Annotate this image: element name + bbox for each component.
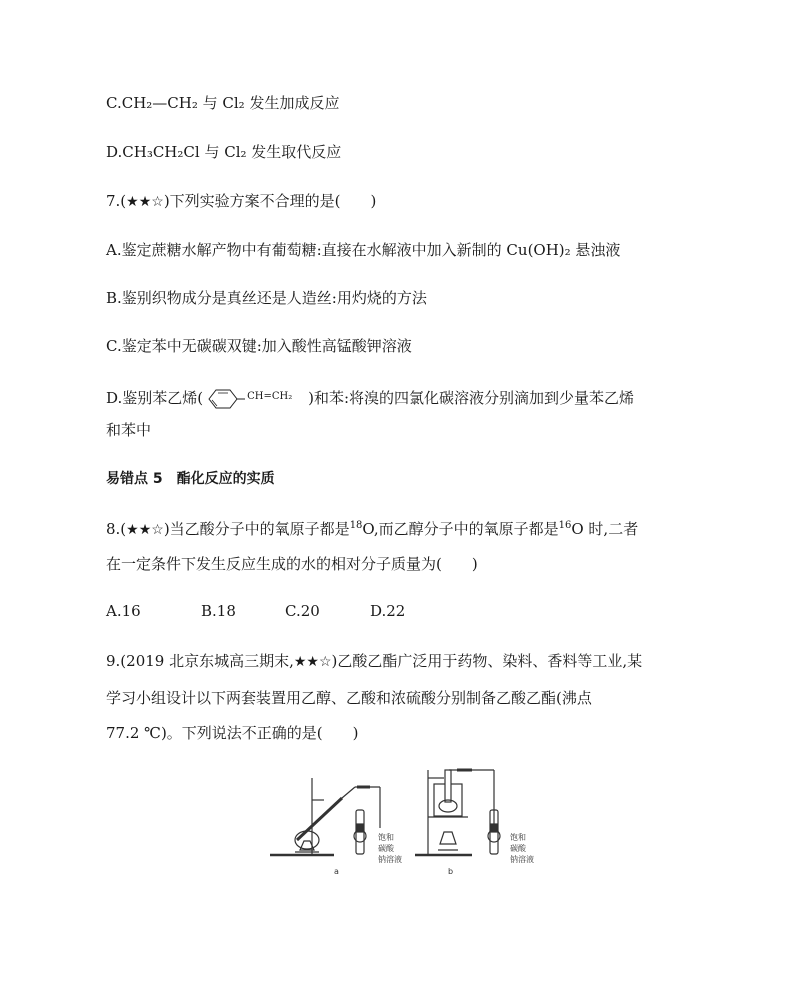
option-c-prev: C.CH₂—CH₂ 与 Cl₂ 发生加成反应 [106, 94, 340, 112]
q8-option-c: C.20 [285, 602, 320, 620]
difficulty-stars-icon: ★★☆ [293, 654, 332, 670]
q7-option-b: B.鉴别织物成分是真丝还是人造丝:用灼烧的方法 [106, 289, 427, 307]
q8-text-l2: 在一定条件下发生反应生成的水的相对分子质量为( [106, 555, 442, 573]
q8-text-b: O,而乙醇分子中的氧原子都是 [362, 520, 559, 538]
question-9-line1 [106, 650, 642, 673]
q7-number: 7.( [106, 192, 127, 210]
q7-option-d [106, 387, 634, 410]
vinyl-group-label: CH=CH₂ [247, 391, 293, 402]
q7-option-d-text: )和苯:将溴的四氯化碳溶液分别滴加到少量苯乙烯 [308, 389, 635, 407]
figure-label-a: a [334, 867, 339, 876]
section-heading: 易错点 5 酯化反应的实质 [106, 471, 275, 487]
difficulty-stars-icon: ★★☆ [126, 522, 164, 538]
option-d-prev: D.CH₃CH₂Cl 与 Cl₂ 发生取代反应 [106, 143, 342, 161]
q7-option-c: C.鉴定苯中无碳碳双键:加入酸性高锰酸钾溶液 [106, 337, 412, 355]
question-7-stem [106, 190, 376, 213]
q8-close: ) [471, 555, 478, 573]
q9-text-l3: 77.2 ℃)。下列说法不正确的是( [106, 724, 323, 742]
solution-label-b: 饱和 碳酸 钠溶液 [510, 833, 534, 864]
q9-text-l1: )乙酸乙酯广泛用于药物、染料、香料等工业,某 [331, 652, 643, 670]
difficulty-stars-icon: ★★☆ [126, 194, 164, 210]
question-9-line2: 学习小组设计以下两套装置用乙醇、乙酸和浓硫酸分别制备乙酸乙酯(沸点 [106, 689, 592, 707]
isotope-16: 16 [558, 520, 572, 531]
figure-label-b: b [448, 867, 454, 876]
q8-text-c: O 时,二者 [571, 520, 639, 538]
styrene-structure [203, 388, 308, 410]
q7-option-a: A.鉴定蔗糖水解产物中有葡萄糖:直接在水解液中加入新制的 Cu(OH)₂ 悬浊液 [106, 241, 621, 259]
q9-close: ) [352, 724, 359, 742]
q8-option-d: D.22 [370, 602, 406, 620]
q7-close: ) [370, 192, 377, 210]
question-8-line2 [106, 553, 478, 575]
q8-text-a: )当乙酸分子中的氧原子都是 [163, 520, 350, 538]
q9-number: 9.(2019 北京东城高三期末, [106, 652, 294, 670]
q8-option-a: A.16 [106, 602, 141, 620]
question-8-line1 [106, 518, 638, 541]
isotope-18: 18 [349, 520, 363, 531]
q7-text: )下列实验方案不合理的是( [163, 192, 341, 210]
question-9-line3 [106, 722, 359, 744]
solution-label-a: 饱和 碳酸 钠溶液 [378, 833, 402, 864]
q7-option-d-cont: 和苯中 [106, 421, 152, 439]
apparatus-figure [262, 762, 562, 878]
q8-number: 8.( [106, 520, 127, 538]
q7-option-d-prefix: D.鉴别苯乙烯( [106, 389, 204, 407]
q8-option-b: B.18 [201, 602, 236, 620]
